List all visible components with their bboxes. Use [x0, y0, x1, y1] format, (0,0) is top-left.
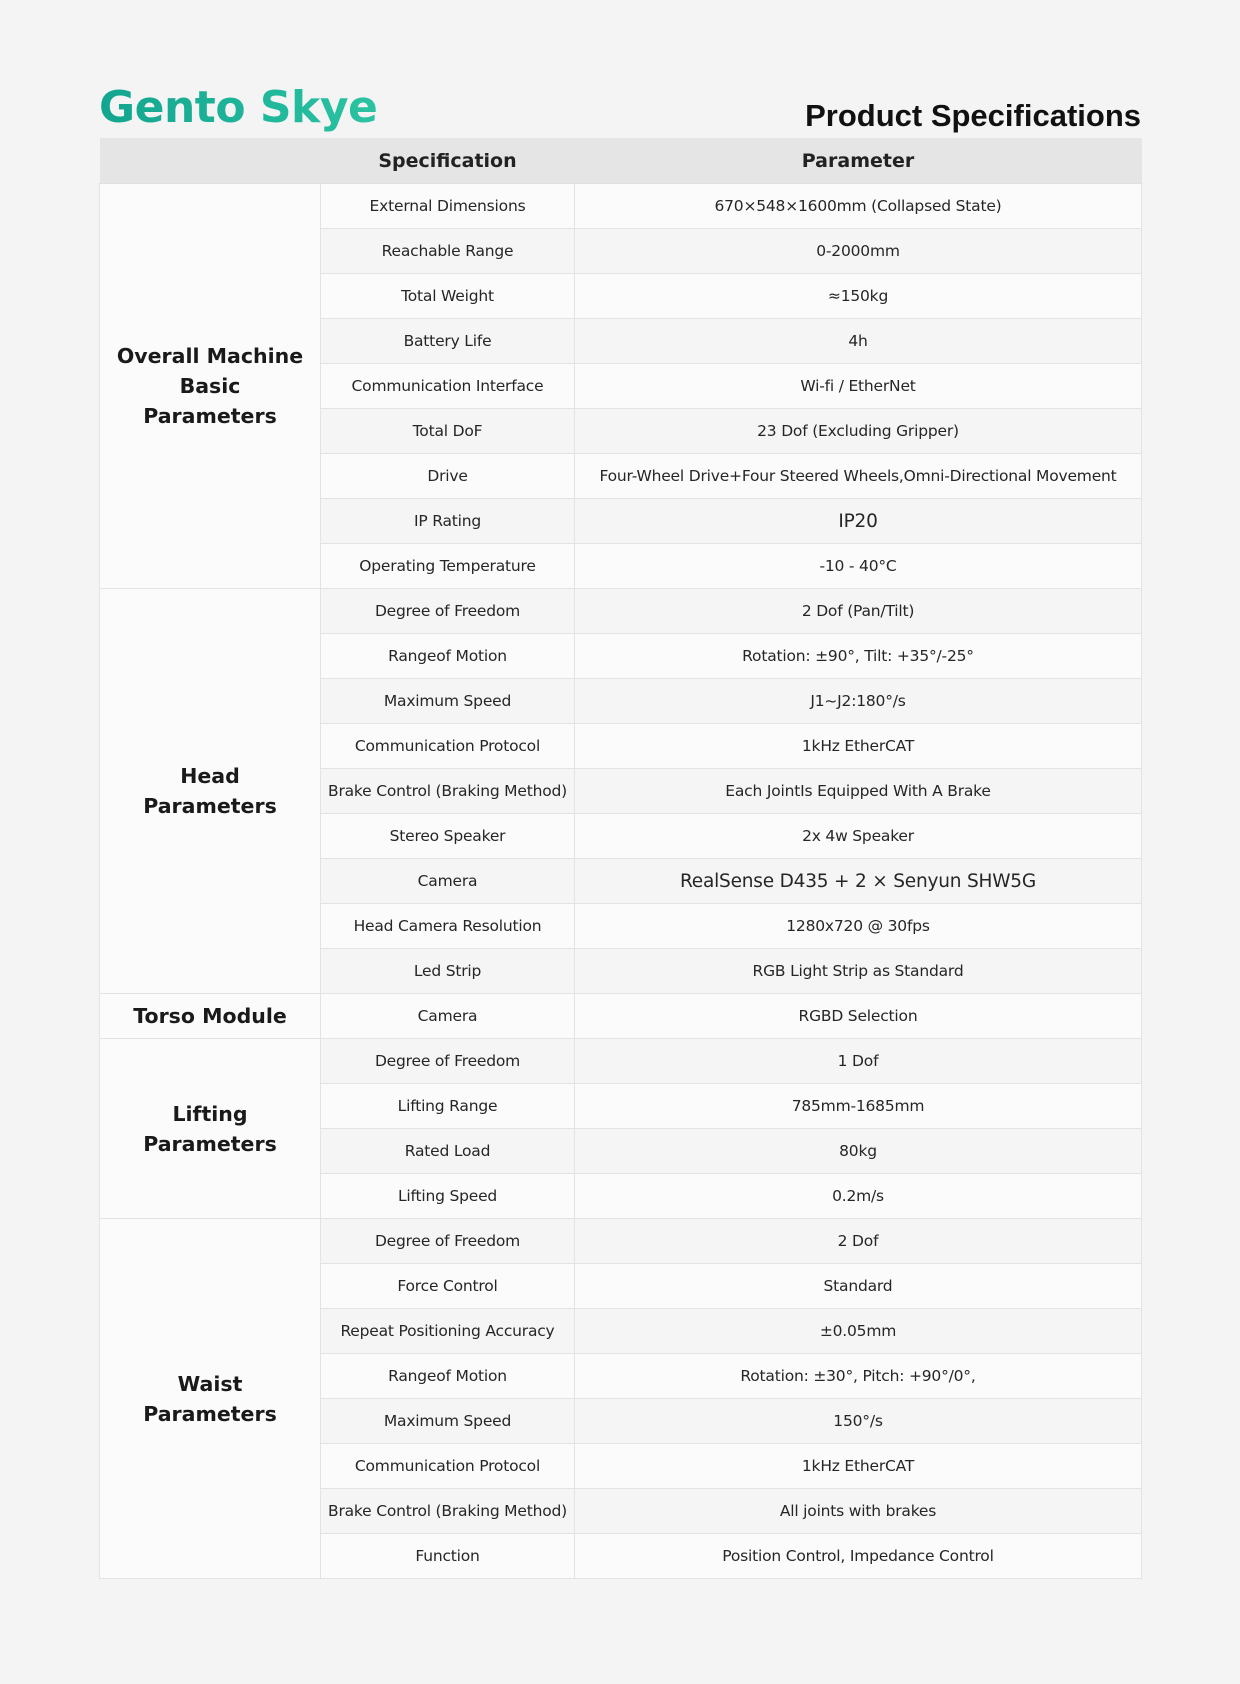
specification-cell: Battery Life [321, 319, 575, 364]
parameter-cell: 23 Dof (Excluding Gripper) [575, 409, 1142, 454]
specification-cell: External Dimensions [321, 184, 575, 229]
parameter-cell: -10 - 40°C [575, 544, 1142, 589]
specification-cell: Head Camera Resolution [321, 904, 575, 949]
group-label: Overall Machine Basic Parameters [100, 184, 321, 589]
parameter-cell: 4h [575, 319, 1142, 364]
brand-logo-text: Gento Skye [99, 78, 377, 138]
parameter-cell: IP20 [575, 499, 1142, 544]
table-row [100, 1039, 1142, 1084]
parameter-cell: Position Control, Impedance Control [575, 1534, 1142, 1579]
specification-cell: Rated Load [321, 1129, 575, 1174]
parameter-cell: RGBD Selection [575, 994, 1142, 1039]
parameter-cell: Rotation: ±30°, Pitch: +90°/0°, [575, 1354, 1142, 1399]
parameter-cell: J1~J2:180°/s [575, 679, 1142, 724]
specification-cell: Communication Protocol [321, 1444, 575, 1489]
parameter-cell: RGB Light Strip as Standard [575, 949, 1142, 994]
parameter-cell: 2x 4w Speaker [575, 814, 1142, 859]
parameter-cell: Four-Wheel Drive+Four Steered Wheels,Omni-Directional Movement [575, 454, 1142, 499]
specification-cell: Repeat Positioning Accuracy [321, 1309, 575, 1354]
specification-cell: Maximum Speed [321, 1399, 575, 1444]
specification-cell: Degree of Freedom [321, 1039, 575, 1084]
specification-cell: Function [321, 1534, 575, 1579]
parameter-cell: 0-2000mm [575, 229, 1142, 274]
parameter-cell: Standard [575, 1264, 1142, 1309]
specification-cell: Force Control [321, 1264, 575, 1309]
table-row [100, 589, 1142, 634]
parameter-cell: Wi-fi / EtherNet [575, 364, 1142, 409]
parameter-cell: 80kg [575, 1129, 1142, 1174]
parameter-column-header: Parameter [575, 138, 1142, 184]
group-label: Lifting Parameters [100, 1039, 321, 1219]
specification-cell: Communication Protocol [321, 724, 575, 769]
specification-cell: Total Weight [321, 274, 575, 319]
parameter-cell: 670×548×1600mm (Collapsed State) [575, 184, 1142, 229]
parameter-cell: Rotation: ±90°, Tilt: +35°/-25° [575, 634, 1142, 679]
parameter-cell: 2 Dof [575, 1219, 1142, 1264]
specification-cell: Rangeof Motion [321, 1354, 575, 1399]
parameter-cell: 1kHz EtherCAT [575, 1444, 1142, 1489]
specification-column-header: Specification [321, 138, 575, 184]
table-row [100, 1219, 1142, 1264]
parameter-cell: 150°/s [575, 1399, 1142, 1444]
group-label: Waist Parameters [100, 1219, 321, 1579]
parameter-cell: ±0.05mm [575, 1309, 1142, 1354]
specification-cell: Brake Control (Braking Method) [321, 1489, 575, 1534]
table-row [100, 994, 1142, 1039]
header-row [100, 138, 1142, 184]
specification-cell: IP Rating [321, 499, 575, 544]
parameter-cell: RealSense D435 + 2 × Senyun SHW5G [575, 859, 1142, 904]
parameter-cell: 785mm-1685mm [575, 1084, 1142, 1129]
spec-table-header [100, 138, 1142, 184]
specification-cell: Stereo Speaker [321, 814, 575, 859]
specification-cell: Brake Control (Braking Method) [321, 769, 575, 814]
specification-cell: Reachable Range [321, 229, 575, 274]
group-label: Torso Module [100, 994, 321, 1039]
group-label: Head Parameters [100, 589, 321, 994]
parameter-cell: All joints with brakes [575, 1489, 1142, 1534]
parameter-cell: 1kHz EtherCAT [575, 724, 1142, 769]
spec-table-body [100, 184, 1142, 1579]
parameter-cell: 1280x720 @ 30fps [575, 904, 1142, 949]
specification-cell: Degree of Freedom [321, 1219, 575, 1264]
parameter-cell: 0.2m/s [575, 1174, 1142, 1219]
group-column-header [100, 138, 321, 184]
page-title: Product Specifications [805, 98, 1141, 133]
specification-cell: Total DoF [321, 409, 575, 454]
specification-cell: Lifting Speed [321, 1174, 575, 1219]
parameter-cell: 1 Dof [575, 1039, 1142, 1084]
specification-cell: Led Strip [321, 949, 575, 994]
parameter-cell: ≈150kg [575, 274, 1142, 319]
specification-cell: Rangeof Motion [321, 634, 575, 679]
table-row [100, 184, 1142, 229]
specification-cell: Communication Interface [321, 364, 575, 409]
specification-cell: Camera [321, 994, 575, 1039]
specification-cell: Lifting Range [321, 1084, 575, 1129]
specification-cell: Camera [321, 859, 575, 904]
specification-cell: Degree of Freedom [321, 589, 575, 634]
specification-cell: Maximum Speed [321, 679, 575, 724]
parameter-cell: Each JointIs Equipped With A Brake [575, 769, 1142, 814]
specification-cell: Drive [321, 454, 575, 499]
parameter-cell: 2 Dof (Pan/Tilt) [575, 589, 1142, 634]
specification-cell: Operating Temperature [321, 544, 575, 589]
spec-table [99, 138, 1142, 1579]
